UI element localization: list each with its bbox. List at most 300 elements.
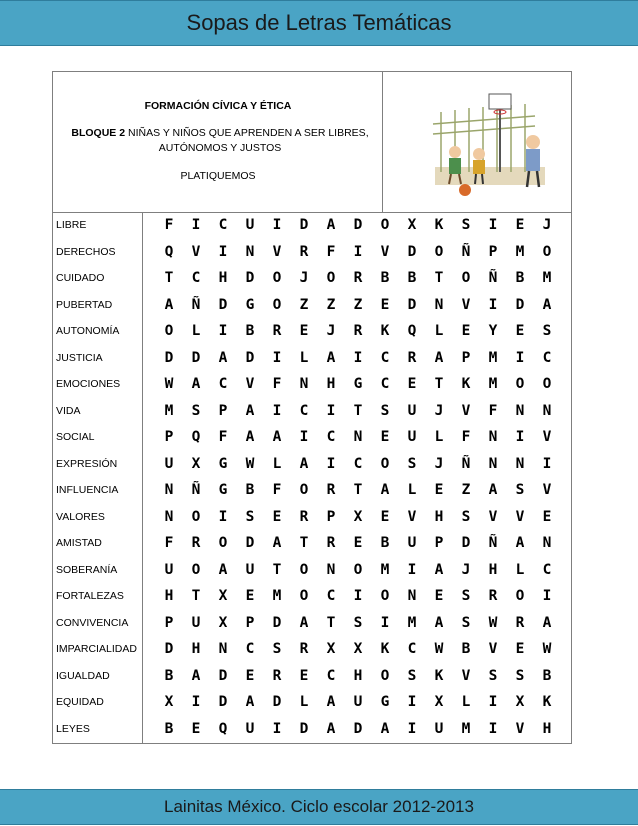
grid-letter[interactable]: R [191,535,201,551]
grid-letter[interactable]: V [542,429,552,445]
grid-letter[interactable]: I [407,694,417,710]
grid-letter[interactable]: I [488,217,498,233]
grid-letter[interactable]: S [515,482,525,498]
grid-letter[interactable]: A [272,429,282,445]
grid-letter[interactable]: T [272,561,282,578]
grid-letter[interactable]: W [488,614,498,631]
grid-letter[interactable]: O [542,376,552,392]
grid-letter[interactable]: R [326,535,336,551]
grid-letter[interactable]: P [164,614,174,631]
grid-letter[interactable]: I [407,561,417,578]
grid-letter[interactable]: O [515,376,525,392]
grid-letter[interactable]: N [245,243,255,260]
grid-letter[interactable]: M [542,270,552,286]
grid-letter[interactable]: Ñ [191,482,201,498]
grid-letter[interactable]: H [218,270,228,286]
grid-letter[interactable]: S [407,455,417,472]
grid-letter[interactable]: X [218,614,228,631]
grid-letter[interactable]: L [461,694,471,710]
grid-letter[interactable]: Q [164,243,174,260]
grid-letter[interactable]: I [272,349,282,366]
grid-letter[interactable]: V [461,402,471,419]
grid-letter[interactable]: I [191,694,201,710]
grid-letter[interactable]: H [353,667,363,684]
grid-letter[interactable]: T [299,535,309,551]
grid-letter[interactable]: X [353,508,363,525]
grid-letter[interactable]: W [245,455,255,472]
grid-letter[interactable]: I [515,429,525,445]
grid-letter[interactable]: A [164,296,174,313]
grid-letter[interactable]: T [353,402,363,419]
grid-letter[interactable]: Z [299,296,309,313]
grid-letter[interactable]: E [515,217,525,233]
grid-letter[interactable]: N [488,455,498,472]
grid-letter[interactable]: N [299,376,309,392]
grid-letter[interactable]: F [218,429,228,445]
grid-letter[interactable]: R [326,482,336,498]
grid-letter[interactable]: D [461,535,471,551]
grid-letter[interactable]: I [272,402,282,419]
grid-letter[interactable]: E [272,508,282,525]
grid-letter[interactable]: P [245,614,255,631]
grid-letter[interactable]: Q [218,720,228,737]
grid-letter[interactable]: D [191,349,201,366]
grid-letter[interactable]: E [353,535,363,551]
grid-letter[interactable]: T [353,482,363,498]
grid-letter[interactable]: U [245,561,255,578]
grid-letter[interactable]: B [542,667,552,684]
grid-letter[interactable]: D [407,296,417,313]
grid-letter[interactable]: H [326,376,336,392]
grid-letter[interactable]: T [326,614,336,631]
grid-letter[interactable]: P [461,349,471,366]
grid-letter[interactable]: I [353,349,363,366]
grid-letter[interactable]: M [515,243,525,260]
grid-letter[interactable]: I [272,217,282,233]
grid-letter[interactable]: E [380,429,390,445]
grid-letter[interactable]: W [542,641,552,657]
grid-letter[interactable]: A [434,349,444,366]
grid-letter[interactable]: A [488,482,498,498]
grid-letter[interactable]: O [299,482,309,498]
grid-letter[interactable]: L [191,323,201,339]
grid-letter[interactable]: L [272,455,282,472]
grid-letter[interactable]: N [542,402,552,419]
grid-letter[interactable]: M [461,720,471,737]
grid-letter[interactable]: O [380,455,390,472]
grid-letter[interactable]: P [164,429,174,445]
grid-letter[interactable]: V [461,296,471,313]
grid-letter[interactable]: A [218,561,228,578]
grid-letter[interactable]: N [164,482,174,498]
grid-letter[interactable]: R [299,243,309,260]
grid-letter[interactable]: D [164,641,174,657]
grid-letter[interactable]: R [299,641,309,657]
grid-letter[interactable]: X [407,217,417,233]
grid-letter[interactable]: V [245,376,255,392]
grid-letter[interactable]: N [515,402,525,419]
grid-letter[interactable]: K [461,376,471,392]
grid-letter[interactable]: Z [461,482,471,498]
grid-letter[interactable]: B [245,323,255,339]
grid-letter[interactable]: R [488,588,498,604]
grid-letter[interactable]: B [164,720,174,737]
grid-letter[interactable]: A [326,217,336,233]
grid-letter[interactable]: X [434,694,444,710]
grid-letter[interactable]: F [488,402,498,419]
grid-letter[interactable]: D [407,243,417,260]
grid-letter[interactable]: I [407,720,417,737]
grid-letter[interactable]: X [191,455,201,472]
grid-letter[interactable]: R [353,323,363,339]
grid-letter[interactable]: J [434,455,444,472]
grid-letter[interactable]: D [272,694,282,710]
grid-letter[interactable]: W [434,641,444,657]
grid-letter[interactable]: I [488,296,498,313]
grid-letter[interactable]: U [434,720,444,737]
grid-letter[interactable]: S [380,402,390,419]
grid-letter[interactable]: I [488,694,498,710]
grid-letter[interactable]: S [461,614,471,631]
grid-letter[interactable]: M [380,561,390,578]
grid-letter[interactable]: A [326,349,336,366]
grid-letter[interactable]: A [299,455,309,472]
grid-letter[interactable]: L [299,694,309,710]
grid-letter[interactable]: A [434,614,444,631]
grid-letter[interactable]: U [245,720,255,737]
grid-letter[interactable]: E [407,376,417,392]
grid-letter[interactable]: A [515,535,525,551]
grid-letter[interactable]: O [380,588,390,604]
grid-letter[interactable]: M [407,614,417,631]
grid-letter[interactable]: V [380,243,390,260]
grid-letter[interactable]: S [191,402,201,419]
grid-letter[interactable]: G [245,296,255,313]
grid-letter[interactable]: R [272,667,282,684]
grid-letter[interactable]: Ñ [191,296,201,313]
grid-letter[interactable]: I [299,429,309,445]
grid-letter[interactable]: Ñ [461,455,471,472]
grid-letter[interactable]: C [326,588,336,604]
grid-letter[interactable]: O [515,588,525,604]
grid-letter[interactable]: N [407,588,417,604]
grid-letter[interactable]: P [218,402,228,419]
grid-letter[interactable]: D [245,349,255,366]
grid-letter[interactable]: E [245,588,255,604]
grid-letter[interactable]: I [515,349,525,366]
grid-letter[interactable]: P [434,535,444,551]
grid-letter[interactable]: F [461,429,471,445]
grid-letter[interactable]: A [542,296,552,313]
grid-letter[interactable]: E [191,720,201,737]
grid-letter[interactable]: T [164,270,174,286]
grid-letter[interactable]: R [299,508,309,525]
grid-letter[interactable]: T [434,270,444,286]
grid-letter[interactable]: H [191,641,201,657]
grid-letter[interactable]: M [488,349,498,366]
grid-letter[interactable]: X [326,641,336,657]
grid-letter[interactable]: B [515,270,525,286]
grid-letter[interactable]: S [515,667,525,684]
grid-letter[interactable]: A [218,349,228,366]
grid-letter[interactable]: E [299,323,309,339]
grid-letter[interactable]: D [218,296,228,313]
grid-letter[interactable]: U [353,694,363,710]
grid-letter[interactable]: O [164,323,174,339]
grid-letter[interactable]: D [218,694,228,710]
grid-letter[interactable]: H [488,561,498,578]
grid-letter[interactable]: Ñ [488,535,498,551]
grid-letter[interactable]: A [245,694,255,710]
grid-letter[interactable]: B [380,535,390,551]
grid-letter[interactable]: I [272,720,282,737]
grid-letter[interactable]: V [407,508,417,525]
grid-letter[interactable]: E [434,588,444,604]
grid-letter[interactable]: B [407,270,417,286]
grid-letter[interactable]: C [326,429,336,445]
grid-letter[interactable]: X [353,641,363,657]
grid-letter[interactable]: I [218,323,228,339]
grid-letter[interactable]: E [461,323,471,339]
grid-letter[interactable]: Z [326,296,336,313]
grid-letter[interactable]: M [164,402,174,419]
grid-letter[interactable]: I [353,588,363,604]
grid-letter[interactable]: D [299,217,309,233]
grid-letter[interactable]: Z [353,296,363,313]
grid-letter[interactable]: L [299,349,309,366]
grid-letter[interactable]: O [326,270,336,286]
grid-letter[interactable]: U [164,455,174,472]
grid-letter[interactable]: V [461,667,471,684]
grid-letter[interactable]: O [542,243,552,260]
grid-letter[interactable]: Ñ [488,270,498,286]
grid-letter[interactable]: L [515,561,525,578]
grid-letter[interactable]: H [434,508,444,525]
grid-letter[interactable]: E [542,508,552,525]
grid-letter[interactable]: F [326,243,336,260]
grid-letter[interactable]: E [434,482,444,498]
grid-letter[interactable]: D [353,217,363,233]
grid-letter[interactable]: I [542,588,552,604]
grid-letter[interactable]: S [407,667,417,684]
grid-letter[interactable]: C [407,641,417,657]
grid-letter[interactable]: U [407,429,417,445]
grid-letter[interactable]: O [380,667,390,684]
grid-letter[interactable]: C [380,376,390,392]
grid-letter[interactable]: J [434,402,444,419]
grid-letter[interactable]: K [380,323,390,339]
grid-letter[interactable]: K [380,641,390,657]
grid-letter[interactable]: Q [191,429,201,445]
grid-letter[interactable]: J [542,217,552,233]
grid-letter[interactable]: O [299,588,309,604]
grid-letter[interactable]: C [299,402,309,419]
grid-letter[interactable]: K [542,694,552,710]
grid-letter[interactable]: R [353,270,363,286]
grid-letter[interactable]: L [434,323,444,339]
grid-letter[interactable]: I [353,243,363,260]
grid-letter[interactable]: P [488,243,498,260]
grid-letter[interactable]: O [380,217,390,233]
grid-letter[interactable]: G [353,376,363,392]
grid-letter[interactable]: E [380,508,390,525]
grid-letter[interactable]: D [218,667,228,684]
grid-letter[interactable]: A [380,482,390,498]
grid-letter[interactable]: O [191,561,201,578]
grid-letter[interactable]: T [434,376,444,392]
grid-letter[interactable]: J [461,561,471,578]
grid-letter[interactable]: Y [488,323,498,339]
grid-letter[interactable]: B [380,270,390,286]
grid-letter[interactable]: H [542,720,552,737]
grid-letter[interactable]: R [407,349,417,366]
grid-letter[interactable]: T [191,588,201,604]
grid-letter[interactable]: N [515,455,525,472]
grid-letter[interactable]: D [299,720,309,737]
grid-letter[interactable]: O [218,535,228,551]
grid-letter[interactable]: I [380,614,390,631]
grid-letter[interactable]: S [245,508,255,525]
grid-letter[interactable]: A [326,694,336,710]
grid-letter[interactable]: O [353,561,363,578]
grid-letter[interactable]: L [407,482,417,498]
grid-letter[interactable]: A [380,720,390,737]
grid-letter[interactable]: O [434,243,444,260]
grid-letter[interactable]: C [218,376,228,392]
grid-letter[interactable]: Q [407,323,417,339]
grid-letter[interactable]: G [218,482,228,498]
grid-letter[interactable]: C [542,561,552,578]
grid-letter[interactable]: F [272,482,282,498]
grid-letter[interactable]: O [272,296,282,313]
grid-letter[interactable]: A [326,720,336,737]
grid-letter[interactable]: A [191,376,201,392]
grid-letter[interactable]: C [326,667,336,684]
grid-letter[interactable]: E [299,667,309,684]
grid-letter[interactable]: D [272,614,282,631]
grid-letter[interactable]: X [164,694,174,710]
grid-letter[interactable]: V [542,482,552,498]
grid-letter[interactable]: I [218,508,228,525]
grid-letter[interactable]: A [542,614,552,631]
grid-letter[interactable]: Ñ [461,243,471,260]
grid-letter[interactable]: D [245,270,255,286]
grid-letter[interactable]: A [245,402,255,419]
grid-letter[interactable]: B [164,667,174,684]
grid-letter[interactable]: C [380,349,390,366]
grid-letter[interactable]: S [461,217,471,233]
grid-letter[interactable]: M [272,588,282,604]
grid-letter[interactable]: O [461,270,471,286]
grid-letter[interactable]: A [245,429,255,445]
grid-letter[interactable]: U [164,561,174,578]
grid-letter[interactable]: R [515,614,525,631]
grid-letter[interactable]: N [488,429,498,445]
grid-letter[interactable]: V [488,508,498,525]
grid-letter[interactable]: U [245,217,255,233]
grid-letter[interactable]: F [272,376,282,392]
grid-letter[interactable]: C [245,641,255,657]
grid-letter[interactable]: M [488,376,498,392]
grid-letter[interactable]: G [218,455,228,472]
grid-letter[interactable]: V [272,243,282,260]
grid-letter[interactable]: L [434,429,444,445]
grid-letter[interactable]: B [461,641,471,657]
grid-letter[interactable]: K [434,667,444,684]
grid-letter[interactable]: E [380,296,390,313]
grid-letter[interactable]: X [218,588,228,604]
grid-letter[interactable]: I [326,455,336,472]
grid-letter[interactable]: D [245,535,255,551]
grid-letter[interactable]: U [407,535,417,551]
grid-letter[interactable]: G [380,694,390,710]
grid-letter[interactable]: A [272,535,282,551]
grid-letter[interactable]: O [299,561,309,578]
grid-letter[interactable]: A [299,614,309,631]
grid-letter[interactable]: I [191,217,201,233]
grid-letter[interactable]: S [488,667,498,684]
grid-letter[interactable]: I [488,720,498,737]
grid-letter[interactable]: C [353,455,363,472]
grid-letter[interactable]: K [434,217,444,233]
grid-letter[interactable]: N [164,508,174,525]
grid-letter[interactable]: H [164,588,174,604]
grid-letter[interactable]: E [515,641,525,657]
grid-letter[interactable]: I [326,402,336,419]
grid-letter[interactable]: N [353,429,363,445]
grid-letter[interactable]: F [164,535,174,551]
grid-letter[interactable]: S [353,614,363,631]
grid-letter[interactable]: W [164,376,174,392]
grid-letter[interactable]: N [434,296,444,313]
grid-letter[interactable]: N [542,535,552,551]
grid-letter[interactable]: O [191,508,201,525]
grid-letter[interactable]: V [515,720,525,737]
grid-letter[interactable]: A [434,561,444,578]
grid-letter[interactable]: N [326,561,336,578]
grid-letter[interactable]: R [272,323,282,339]
grid-letter[interactable]: V [515,508,525,525]
grid-letter[interactable]: J [299,270,309,286]
grid-letter[interactable]: J [326,323,336,339]
grid-letter[interactable]: E [245,667,255,684]
grid-letter[interactable]: D [515,296,525,313]
grid-letter[interactable]: B [245,482,255,498]
grid-letter[interactable]: I [218,243,228,260]
grid-letter[interactable]: P [326,508,336,525]
grid-letter[interactable]: N [218,641,228,657]
grid-letter[interactable]: F [164,217,174,233]
grid-letter[interactable]: S [272,641,282,657]
grid-letter[interactable]: C [218,217,228,233]
grid-letter[interactable]: O [272,270,282,286]
grid-letter[interactable]: V [488,641,498,657]
grid-letter[interactable]: D [164,349,174,366]
grid-letter[interactable]: E [515,323,525,339]
grid-letter[interactable]: C [191,270,201,286]
grid-letter[interactable]: V [191,243,201,260]
grid-letter[interactable]: U [407,402,417,419]
grid-letter[interactable]: I [542,455,552,472]
grid-letter[interactable]: U [191,614,201,631]
grid-letter[interactable]: A [191,667,201,684]
grid-letter[interactable]: S [461,588,471,604]
grid-letter[interactable]: S [542,323,552,339]
grid-letter[interactable]: S [461,508,471,525]
grid-letter[interactable]: D [353,720,363,737]
grid-letter[interactable]: C [542,349,552,366]
grid-letter[interactable]: X [515,694,525,710]
